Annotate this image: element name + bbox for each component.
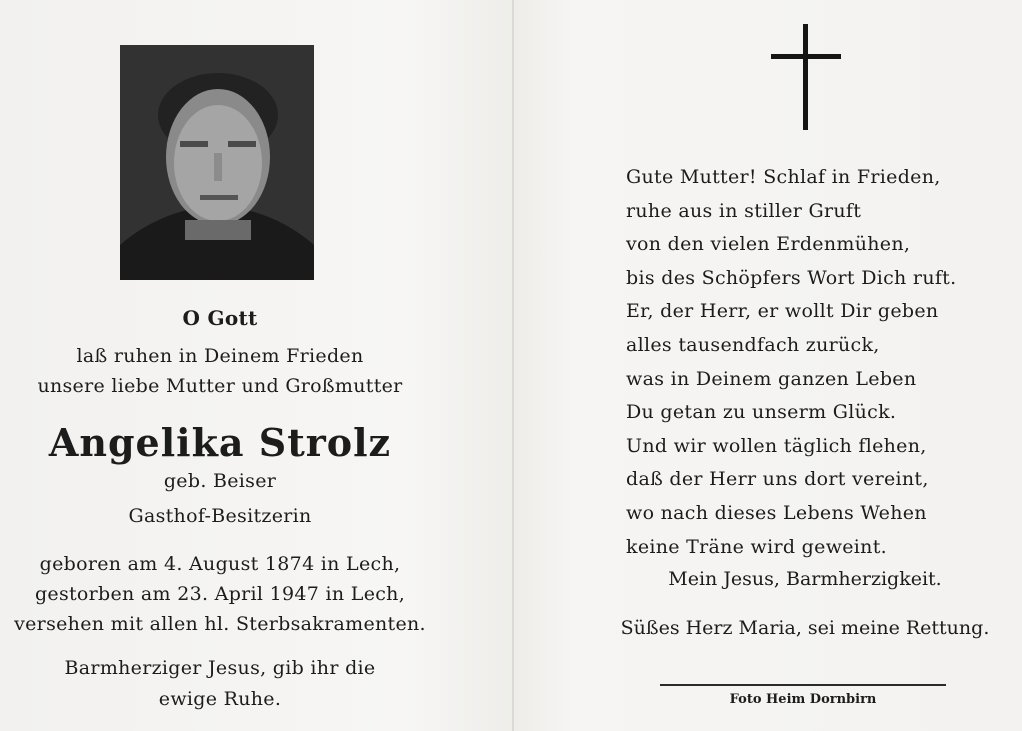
poem-line: was in Deinem ganzen Leben — [626, 367, 917, 390]
poem-line: Gute Mutter! Schlaf in Frieden, — [626, 166, 941, 188]
prayer-line-1: Barmherziger Jesus, gib ihr die — [64, 657, 376, 679]
rest-line: laß ruhen in Deinem Frieden — [76, 345, 364, 367]
prayer-line-2: ewige Ruhe. — [158, 688, 282, 710]
invocation: O Gott — [182, 306, 258, 330]
relation-line: unsere liebe Mutter und Großmutter — [37, 375, 403, 397]
poem-line: von den vielen Erdenmühen, — [626, 233, 911, 256]
photo-credit: Foto Heim Dornbirn — [729, 692, 877, 707]
cross-icon — [771, 24, 841, 134]
poem — [626, 161, 956, 564]
poem-line: daß der Herr uns dort vereint, — [626, 468, 929, 491]
poem-line: wo nach dieses Lebens Wehen — [626, 501, 927, 524]
poem-line: alles tausendfach zurück, — [626, 333, 880, 356]
portrait-photo — [120, 45, 314, 280]
poem-line: Und wir wollen täglich flehen, — [626, 434, 927, 457]
divider — [660, 684, 946, 686]
sacraments-line: versehen mit allen hl. Sterbsakramenten. — [14, 613, 426, 635]
death-line: gestorben am 23. April 1947 in Lech, — [34, 583, 406, 605]
poem-line: Er, der Herr, er wollt Dir geben — [626, 300, 939, 323]
birth-line: geboren am 4. August 1874 in Lech, — [39, 553, 401, 575]
maiden-name: geb. Beiser — [163, 470, 277, 492]
poem-line: bis des Schöpfers Wort Dich ruft. — [626, 266, 957, 289]
jesus-invocation: Mein Jesus, Barmherzigkeit. — [668, 568, 942, 590]
poem-line: Du getan zu unserm Glück. — [626, 401, 897, 424]
deceased-name: Angelika Strolz — [48, 420, 392, 465]
poem-line: ruhe aus in stiller Gruft — [626, 199, 862, 222]
occupation: Gasthof-Besitzerin — [128, 505, 312, 527]
fold-line — [512, 0, 514, 731]
maria-invocation: Süßes Herz Maria, sei meine Rettung. — [620, 617, 990, 639]
poem-line: keine Träne wird geweint. — [626, 535, 887, 558]
